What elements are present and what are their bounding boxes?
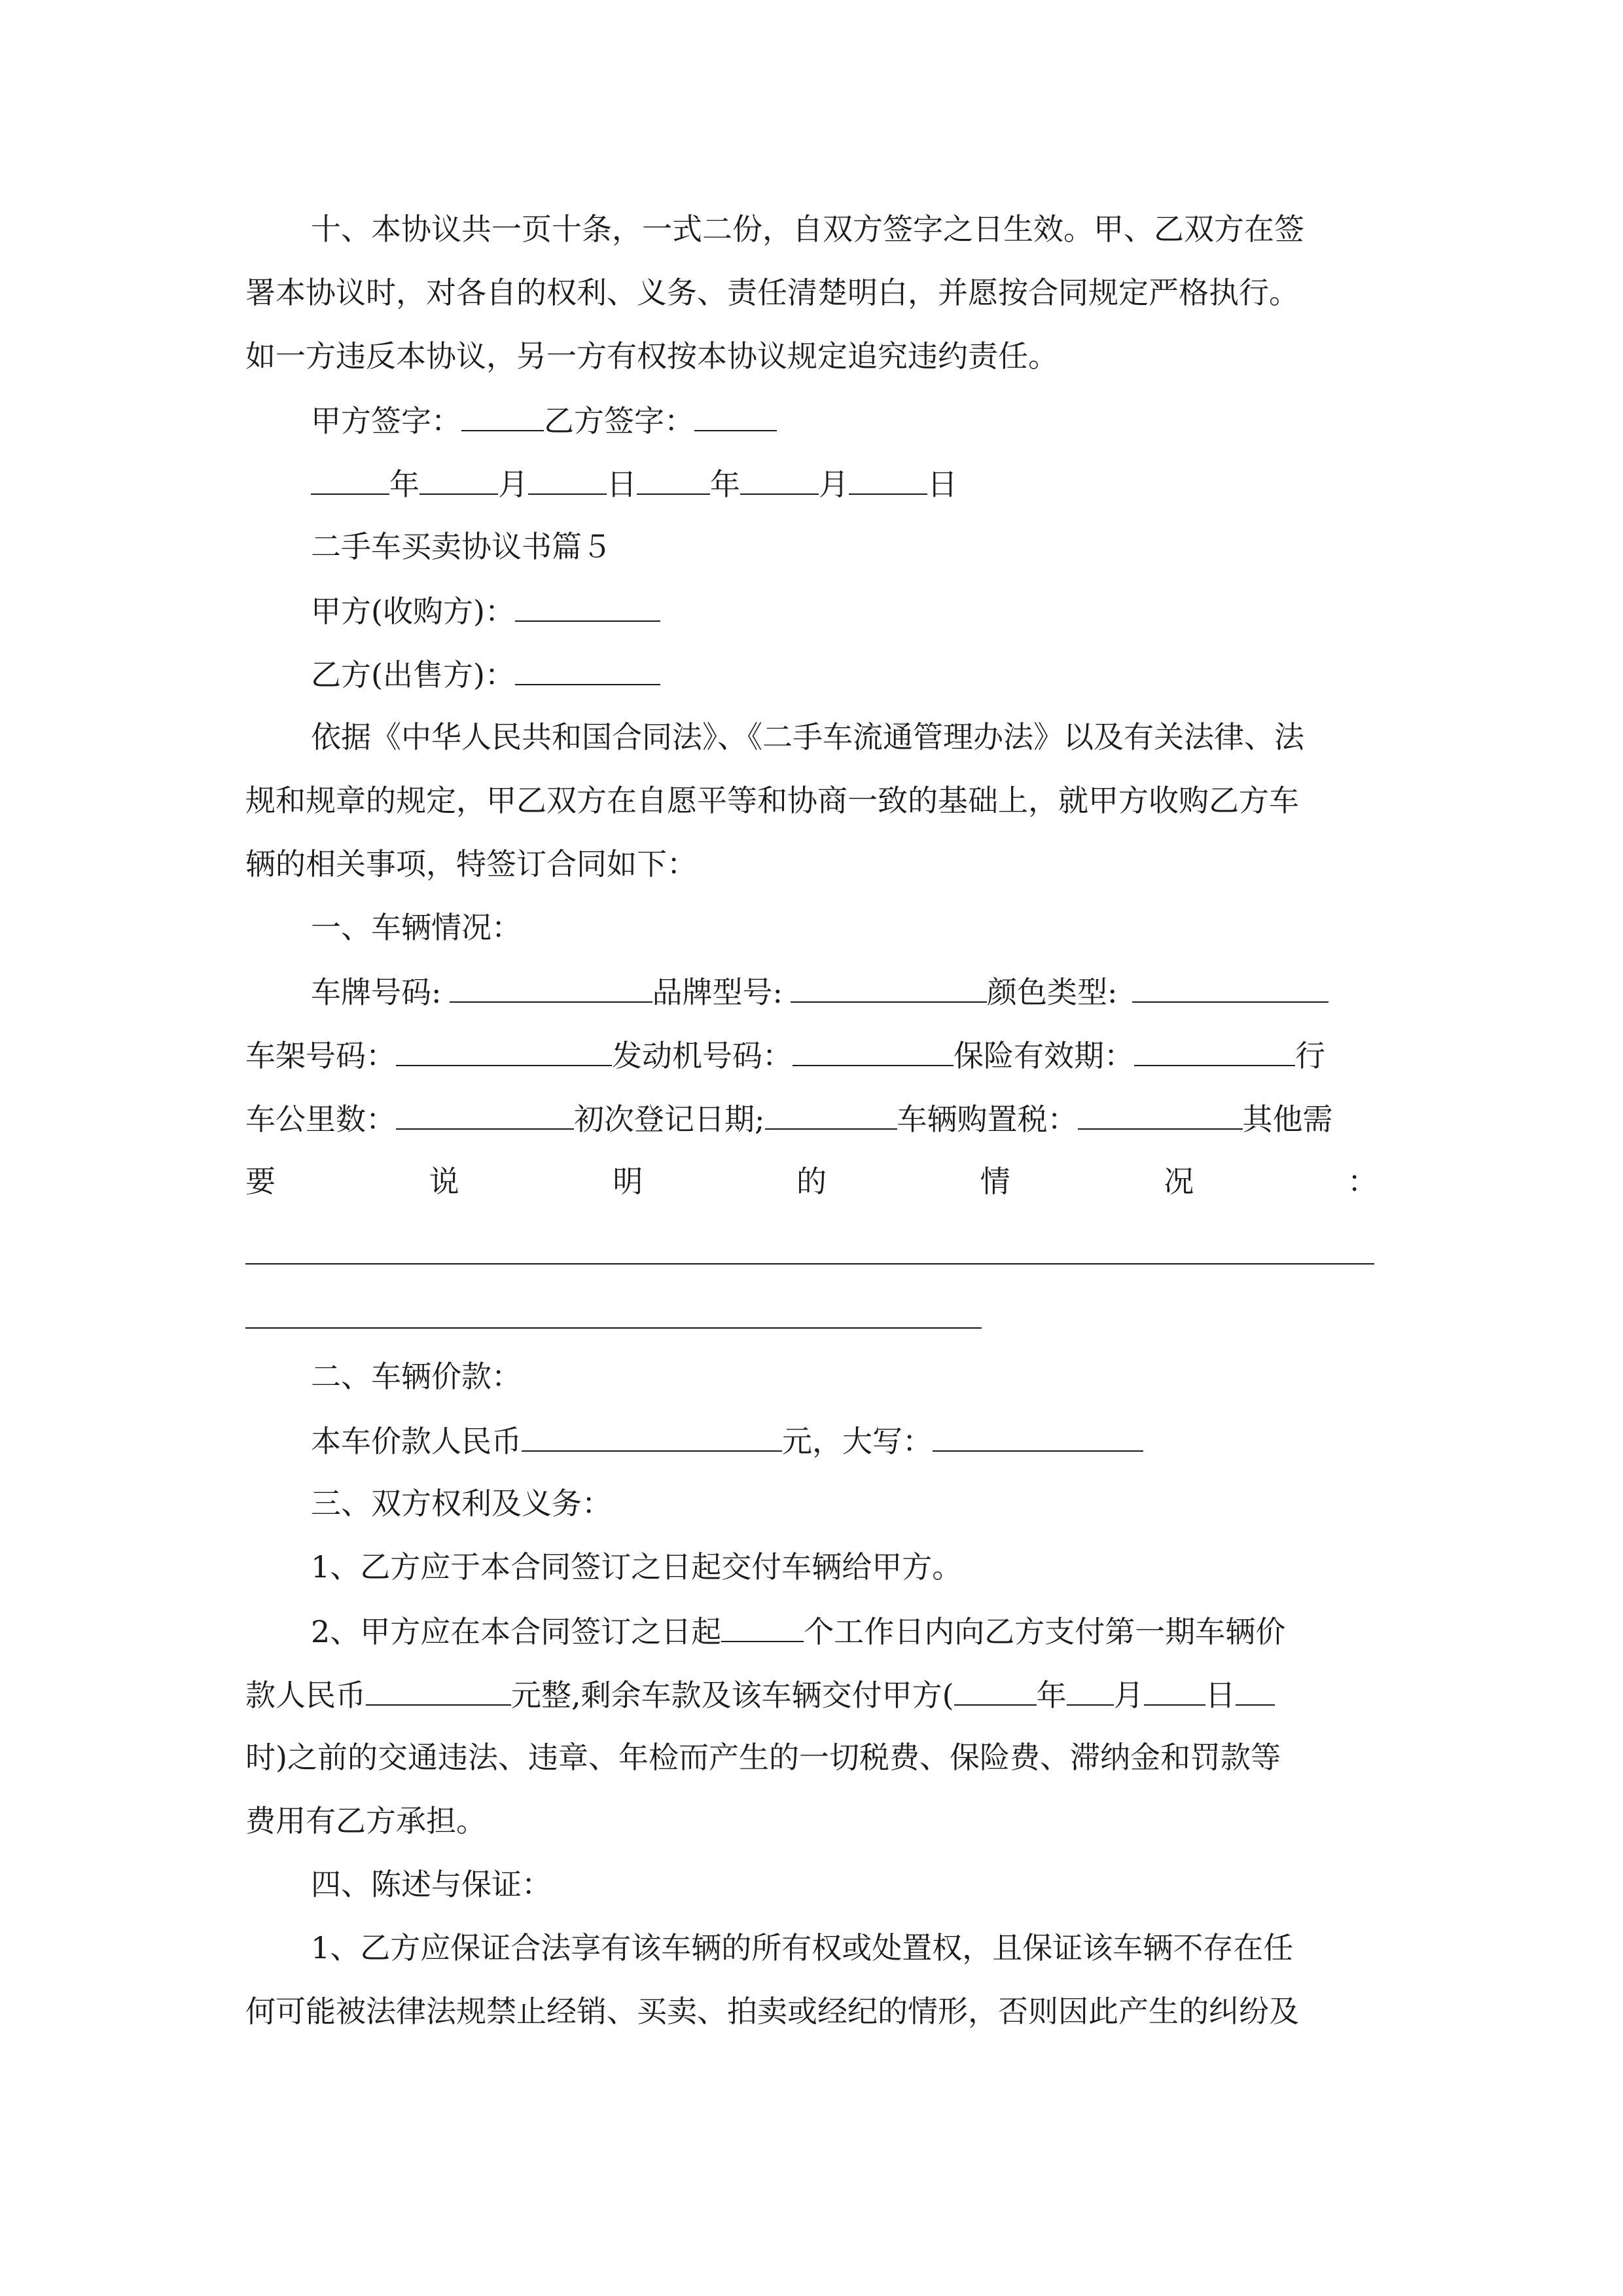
price-amount-blank[interactable] — [522, 1422, 782, 1452]
month-label: 月 — [498, 467, 528, 502]
year-label: 年 — [710, 467, 740, 502]
day-label: 日 — [607, 467, 637, 502]
party-b-line — [311, 655, 1378, 693]
day-blank[interactable] — [1144, 1676, 1205, 1706]
date-blank[interactable] — [637, 465, 710, 495]
clause-10-line-1: 十、本协议共一页十条，一式二份，自双方签字之日生效。甲、乙双方在签 — [311, 211, 1304, 247]
sign-a-blank[interactable] — [461, 401, 544, 431]
sign-a-label: 甲方签字： — [311, 403, 461, 439]
brand-label: 品牌型号: — [652, 975, 783, 1010]
justified-char: 况 — [1164, 1164, 1194, 1199]
other-needs-justified-line — [245, 1163, 1378, 1200]
intro-line-3: 辆的相关事项，特签订合同如下： — [245, 846, 697, 882]
section-4-heading: 四、陈述与保证： — [311, 1867, 552, 1902]
section-2-heading: 二、车辆价款： — [311, 1359, 522, 1394]
engine-blank[interactable] — [793, 1036, 954, 1066]
first-registration-label: 初次登记日期; — [574, 1102, 765, 1137]
right-2-text: 2、甲方应在本合同签订之日起 — [311, 1614, 722, 1649]
right-2-line-3: 时)之前的交通违法、违章、年检而产生的一切税费、保险费、滞纳金和罚款等 — [245, 1740, 1281, 1775]
frame-blank[interactable] — [396, 1036, 612, 1066]
warranty-line-2: 何可能被法律法规禁止经销、买卖、拍卖或经纪的情形，否则因此产生的纠纷及 — [245, 1994, 1299, 2029]
frame-label: 车架号码： — [245, 1038, 396, 1073]
other-needs-blank-line-2[interactable] — [245, 1327, 982, 1329]
vehicle-info-line-3 — [245, 1100, 1378, 1138]
right-2-line-2 — [245, 1676, 1378, 1713]
justified-char: 的 — [796, 1164, 827, 1199]
insurance-blank[interactable] — [1134, 1036, 1295, 1066]
justified-char: 明 — [613, 1164, 643, 1199]
right-2-text: 款人民币 — [245, 1677, 366, 1713]
price-uppercase-label: 元，大写： — [782, 1424, 933, 1459]
mileage-label: 车公里数： — [245, 1102, 396, 1137]
vehicle-info-line-1 — [311, 973, 1378, 1011]
clause-10-line-3: 如一方违反本协议，另一方有权按本协议规定追究违约责任。 — [245, 338, 1058, 374]
intro-line-1: 依据《中华人民共和国合同法》、《二手车流通管理办法》以及有关法律、法 — [311, 719, 1304, 755]
right-2-line-4: 费用有乙方承担。 — [245, 1803, 486, 1839]
justified-char: 情 — [980, 1164, 1010, 1199]
day-label: 日 — [1205, 1677, 1236, 1713]
sign-b-blank[interactable] — [694, 401, 777, 431]
vehicle-info-line-2 — [245, 1036, 1378, 1074]
date-blank[interactable] — [528, 465, 607, 495]
signature-line — [311, 401, 1378, 439]
justified-char: ： — [1347, 1164, 1378, 1199]
color-label: 颜色类型: — [987, 975, 1118, 1010]
month-blank[interactable] — [1067, 1676, 1114, 1706]
warranty-line-1: 1、乙方应保证合法享有该车辆的所有权或处置权，且保证该车辆不存在任 — [311, 1930, 1294, 1965]
brand-blank[interactable] — [791, 973, 987, 1003]
party-b-label: 乙方(出售方)： — [311, 657, 515, 692]
hour-blank[interactable] — [1236, 1676, 1275, 1706]
party-a-line — [311, 592, 1378, 630]
right-1: 1、乙方应于本合同签订之日起交付车辆给甲方。 — [311, 1549, 963, 1585]
date-blank[interactable] — [849, 465, 927, 495]
plate-label: 车牌号码: — [311, 975, 442, 1010]
section-1-heading: 一、车辆情况： — [311, 910, 522, 945]
color-blank[interactable] — [1132, 973, 1329, 1003]
right-2-text: 个工作日内向乙方支付第一期车辆价 — [804, 1614, 1286, 1649]
justified-char: 说 — [429, 1164, 459, 1199]
justified-char: 要 — [245, 1164, 276, 1199]
purchase-tax-blank[interactable] — [1078, 1100, 1243, 1130]
date-blank[interactable] — [419, 465, 498, 495]
year-blank[interactable] — [954, 1676, 1037, 1706]
plate-blank[interactable] — [450, 973, 652, 1003]
date-line — [311, 465, 1378, 503]
year-label: 年 — [1036, 1677, 1067, 1713]
date-blank[interactable] — [740, 465, 819, 495]
price-line — [311, 1422, 1378, 1460]
year-label: 年 — [389, 467, 419, 502]
right-2-text: 元整,剩余车款及该车辆交付甲方( — [511, 1677, 954, 1713]
right-2-line-1 — [311, 1612, 1378, 1650]
purchase-tax-label: 车辆购置税： — [897, 1102, 1078, 1137]
intro-line-2: 规和规章的规定，甲乙双方在自愿平等和协商一致的基础上，就甲方收购乙方车 — [245, 783, 1299, 818]
party-a-label: 甲方(收购方)： — [311, 594, 515, 629]
party-b-blank[interactable] — [515, 655, 660, 685]
first-payment-blank[interactable] — [366, 1676, 511, 1706]
mileage-blank[interactable] — [396, 1100, 574, 1130]
other-needs-blank-line-1[interactable] — [245, 1263, 1374, 1265]
date-blank[interactable] — [311, 465, 389, 495]
workdays-blank[interactable] — [721, 1612, 804, 1642]
section-title: 二手车买卖协议书篇５ — [311, 529, 612, 564]
clause-10-line-2: 署本协议时，对各自的权利、义务、责任清楚明白，并愿按合同规定严格执行。 — [245, 275, 1299, 310]
section-3-heading: 三、双方权利及义务： — [311, 1486, 612, 1521]
party-a-blank[interactable] — [515, 592, 660, 622]
insurance-label: 保险有效期： — [954, 1038, 1134, 1073]
engine-label: 发动机号码： — [612, 1038, 793, 1073]
price-uppercase-blank[interactable] — [933, 1422, 1143, 1452]
month-label: 月 — [1113, 1677, 1144, 1713]
price-label: 本车价款人民币 — [311, 1424, 522, 1459]
day-label: 日 — [927, 467, 957, 502]
continuation-char: 行 — [1295, 1038, 1325, 1073]
first-registration-blank[interactable] — [765, 1100, 897, 1130]
month-label: 月 — [819, 467, 849, 502]
other-needs-label: 其他需 — [1242, 1102, 1333, 1137]
sign-b-label: 乙方签字： — [544, 403, 694, 439]
